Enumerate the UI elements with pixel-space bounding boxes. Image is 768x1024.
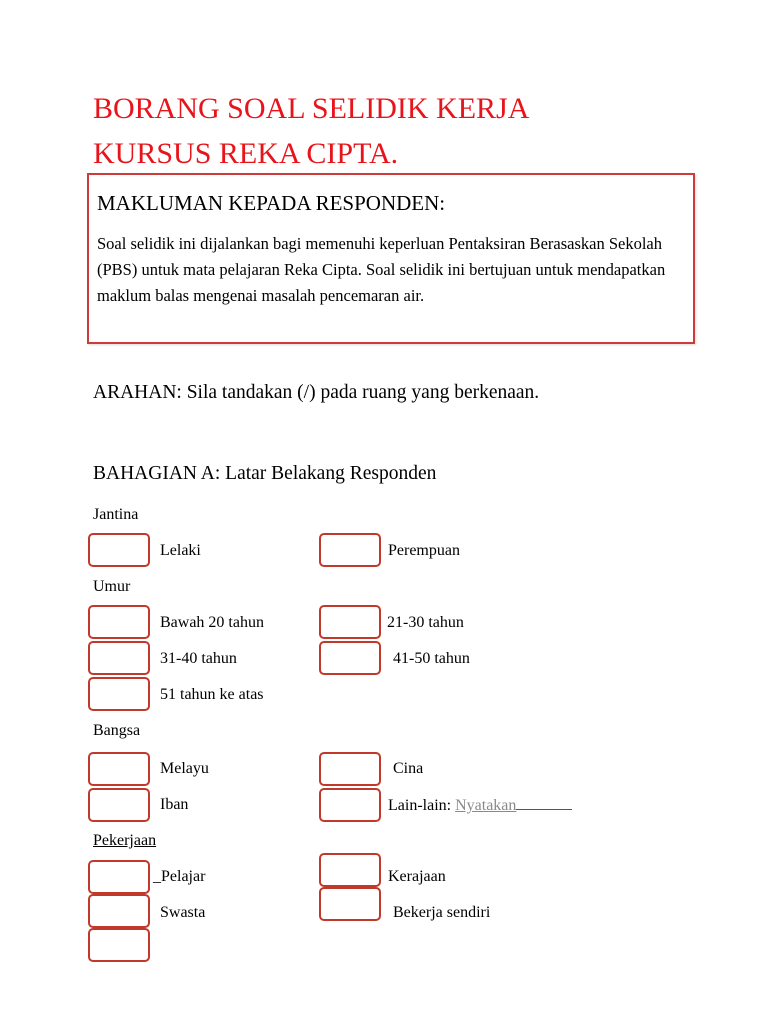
checkbox-21-30[interactable]: [319, 605, 381, 639]
option-melayu: Melayu: [160, 760, 209, 777]
option-cina: Cina: [393, 760, 424, 777]
option-lain-lain: [388, 795, 572, 816]
umur-label: Umur: [93, 578, 131, 595]
checkbox-bekerja-sendiri[interactable]: [319, 887, 381, 921]
checkbox-kerajaan[interactable]: [319, 853, 381, 887]
form-title-line1: BORANG SOAL SELIDIK KERJA: [93, 92, 530, 125]
checkbox-cina[interactable]: [319, 752, 381, 786]
option-41-50: 41-50 tahun: [393, 650, 470, 667]
option-bawah-20: Bawah 20 tahun: [160, 614, 264, 631]
nyatakan-field[interactable]: Nyatakan: [455, 797, 517, 814]
pekerjaan-label: Pekerjaan: [93, 832, 157, 849]
form-title: [93, 86, 713, 176]
pelajar-label: Pelajar: [161, 868, 206, 885]
option-21-30: 21-30 tahun: [387, 614, 464, 631]
checkbox-swasta[interactable]: [88, 894, 150, 928]
checkbox-lelaki[interactable]: [88, 533, 150, 567]
instruction-text: ARAHAN: Sila tandakan (/) pada ruang yang berkenaan.: [93, 382, 540, 403]
notice-body: Soal selidik ini dijalankan bagi memenuhi keperluan Pentaksiran Berasaskan Sekolah (PBS) untuk mata pelajaran Reka Cipta. Soal selidik ini bertujuan untuk mendapatkan maklum balas mengenai masalah pencemaran air.: [97, 234, 666, 305]
option-iban: Iban: [160, 796, 189, 813]
nyatakan-line: [516, 795, 572, 810]
checkbox-41-50[interactable]: [319, 641, 381, 675]
form-title-line2: KURSUS REKA CIPTA.: [93, 137, 399, 170]
option-perempuan: Perempuan: [388, 542, 460, 559]
checkbox-pekerjaan-extra[interactable]: [88, 928, 150, 962]
notice-heading: MAKLUMAN KEPADA RESPONDEN:: [97, 191, 446, 215]
section-a-title: BAHAGIAN A: Latar Belakang Responden: [93, 463, 437, 484]
option-kerajaan: Kerajaan: [388, 868, 446, 885]
pelajar-prefix: _: [153, 868, 161, 885]
bangsa-label: Bangsa: [93, 722, 141, 739]
checkbox-pelajar[interactable]: [88, 860, 150, 894]
checkbox-perempuan[interactable]: [319, 533, 381, 567]
option-bekerja-sendiri: Bekerja sendiri: [393, 904, 491, 921]
option-swasta: Swasta: [160, 904, 206, 921]
option-lelaki: Lelaki: [160, 542, 201, 559]
option-31-40: 31-40 tahun: [160, 650, 237, 667]
jantina-label: Jantina: [93, 506, 139, 523]
option-pelajar: [153, 867, 205, 887]
option-lain-lain-label: Lain-lain:: [388, 797, 452, 814]
checkbox-31-40[interactable]: [88, 641, 150, 675]
option-51-atas: 51 tahun ke atas: [160, 686, 264, 703]
checkbox-iban[interactable]: [88, 788, 150, 822]
checkbox-bawah-20[interactable]: [88, 605, 150, 639]
checkbox-melayu[interactable]: [88, 752, 150, 786]
checkbox-lain-lain[interactable]: [319, 788, 381, 822]
checkbox-51-atas[interactable]: [88, 677, 150, 711]
